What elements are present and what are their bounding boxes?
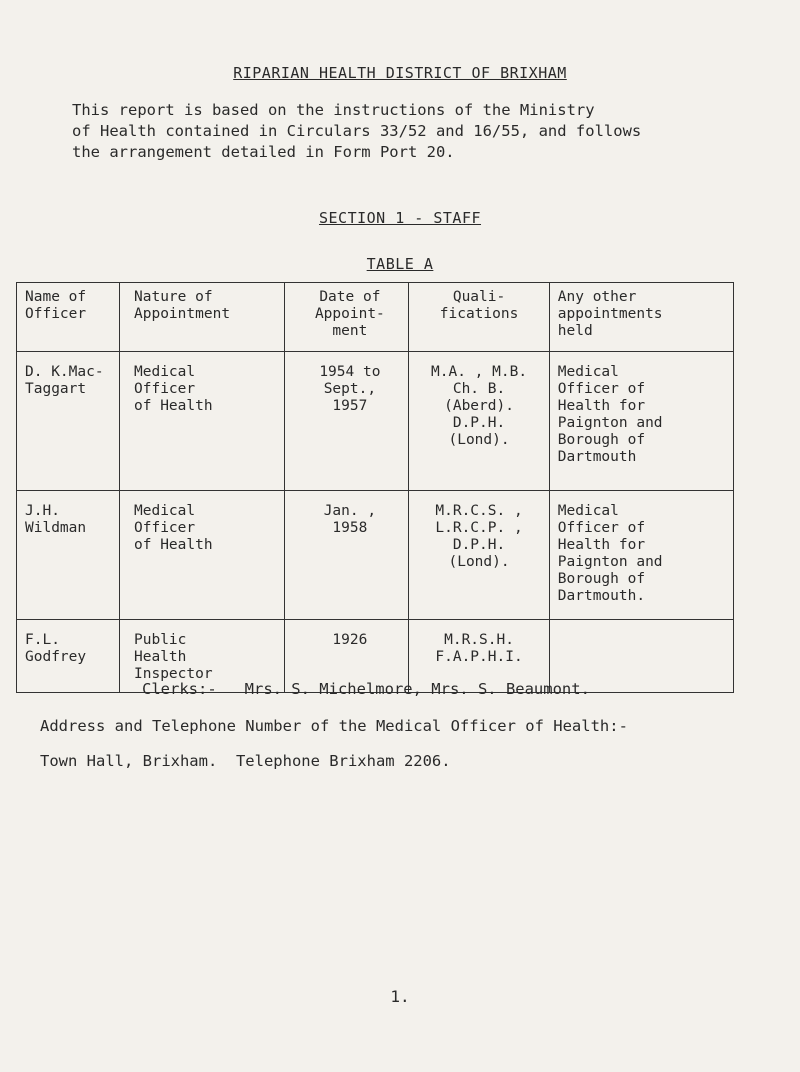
cell-line: M.A. , M.B. bbox=[431, 364, 528, 380]
cell-line: Dartmouth. bbox=[557, 588, 646, 604]
cell-line: D.P.H. bbox=[452, 537, 506, 553]
cell-line: Health bbox=[134, 649, 187, 665]
cell-line: Health for bbox=[557, 398, 646, 414]
cell-line: of Health bbox=[134, 398, 213, 414]
intro-paragraph bbox=[72, 100, 772, 163]
page-number: 1. bbox=[390, 987, 410, 1006]
cell-line: Wildman bbox=[25, 520, 87, 536]
cell-line: 1957 bbox=[332, 398, 368, 414]
header-name-of-officer bbox=[17, 283, 120, 352]
header-line: Officer bbox=[25, 306, 87, 322]
cell-line: Public bbox=[134, 632, 187, 648]
cell-line: Borough of bbox=[557, 571, 646, 587]
cell-line: (Aberd). bbox=[444, 398, 514, 414]
cell-line: D.P.H. bbox=[452, 415, 506, 431]
header-line: appointments bbox=[557, 306, 663, 322]
cell-line: (Lond). bbox=[448, 554, 510, 570]
cell-line: Medical bbox=[557, 364, 619, 380]
cell-line: Ch. B. bbox=[452, 381, 506, 397]
header-other-appointments bbox=[549, 283, 733, 352]
cell-name bbox=[17, 491, 120, 620]
cell-line: Paignton and bbox=[557, 554, 663, 570]
cell-other-appointments bbox=[549, 491, 733, 620]
cell-qualifications bbox=[409, 352, 549, 491]
cell-line: Officer bbox=[134, 381, 196, 397]
header-qualifications bbox=[409, 283, 549, 352]
address-line: Address and Telephone Number of the Medical Officer of Health:- bbox=[40, 717, 628, 735]
clerks-line: Clerks:- Mrs. S. Michelmore, Mrs. S. Beaumont. bbox=[142, 680, 590, 698]
table-row bbox=[17, 352, 734, 491]
header-line: ment bbox=[332, 323, 368, 339]
cell-line: Paignton and bbox=[557, 415, 663, 431]
header-line: fications bbox=[439, 306, 519, 322]
cell-qualifications bbox=[409, 491, 549, 620]
cell-line: Borough of bbox=[557, 432, 646, 448]
cell-line: Health for bbox=[557, 537, 646, 553]
cell-line: Sept., bbox=[323, 381, 377, 397]
cell-line: 1954 to bbox=[319, 364, 381, 380]
cell-line: Medical bbox=[134, 364, 196, 380]
cell-line: L.R.C.P. , bbox=[435, 520, 523, 536]
header-line: held bbox=[557, 323, 593, 339]
header-nature-of-appointment bbox=[120, 283, 285, 352]
cell-line: D. K.Mac- bbox=[25, 364, 104, 380]
header-line: Nature of bbox=[134, 289, 213, 305]
cell-date bbox=[285, 491, 409, 620]
header-line: Appoint- bbox=[314, 306, 385, 322]
table-heading: TABLE A bbox=[366, 255, 434, 273]
intro-line: This report is based on the instructions of the Ministry bbox=[72, 101, 595, 119]
cell-line: M.R.S.H. bbox=[444, 632, 514, 648]
staff-table bbox=[16, 282, 734, 693]
cell-line: Medical bbox=[557, 503, 619, 519]
table-row bbox=[17, 491, 734, 620]
table-header-row bbox=[17, 283, 734, 352]
header-line: Appointment bbox=[134, 306, 231, 322]
district-heading: RIPARIAN HEALTH DISTRICT OF BRIXHAM bbox=[233, 64, 567, 82]
cell-line: Inspector bbox=[134, 666, 213, 682]
cell-nature bbox=[120, 352, 285, 491]
cell-line: M.R.C.S. , bbox=[435, 503, 523, 519]
cell-line: Dartmouth bbox=[557, 449, 637, 465]
intro-line: the arrangement detailed in Form Port 20. bbox=[72, 143, 455, 161]
cell-line: (Lond). bbox=[448, 432, 510, 448]
cell-other-appointments bbox=[549, 352, 733, 491]
header-line: Name of bbox=[25, 289, 87, 305]
cell-line: of Health bbox=[134, 537, 213, 553]
cell-line: Officer of bbox=[557, 520, 646, 536]
cell-line: F.L. bbox=[25, 632, 60, 648]
cell-line: Medical bbox=[134, 503, 196, 519]
town-hall-line: Town Hall, Brixham. Telephone Brixham 2206. bbox=[40, 752, 451, 770]
header-line: Date of bbox=[319, 289, 381, 305]
cell-line: Jan. , bbox=[323, 503, 377, 519]
header-line: Quali- bbox=[452, 289, 506, 305]
cell-name bbox=[17, 352, 120, 491]
cell-line: Taggart bbox=[25, 381, 87, 397]
cell-name bbox=[17, 620, 120, 693]
header-date-of-appointment bbox=[285, 283, 409, 352]
header-line: Any other bbox=[557, 289, 637, 305]
intro-line: of Health contained in Circulars 33/52 and 16/55, and follows bbox=[72, 122, 642, 140]
cell-line: J.H. bbox=[25, 503, 60, 519]
cell-line: F.A.P.H.I. bbox=[435, 649, 523, 665]
cell-nature bbox=[120, 491, 285, 620]
cell-date bbox=[285, 352, 409, 491]
cell-line: 1958 bbox=[332, 520, 368, 536]
cell-line: Officer of bbox=[557, 381, 646, 397]
section-heading: SECTION 1 - STAFF bbox=[318, 209, 482, 227]
cell-line: Godfrey bbox=[25, 649, 87, 665]
cell-line: 1926 bbox=[332, 632, 368, 648]
cell-line: Officer bbox=[134, 520, 196, 536]
